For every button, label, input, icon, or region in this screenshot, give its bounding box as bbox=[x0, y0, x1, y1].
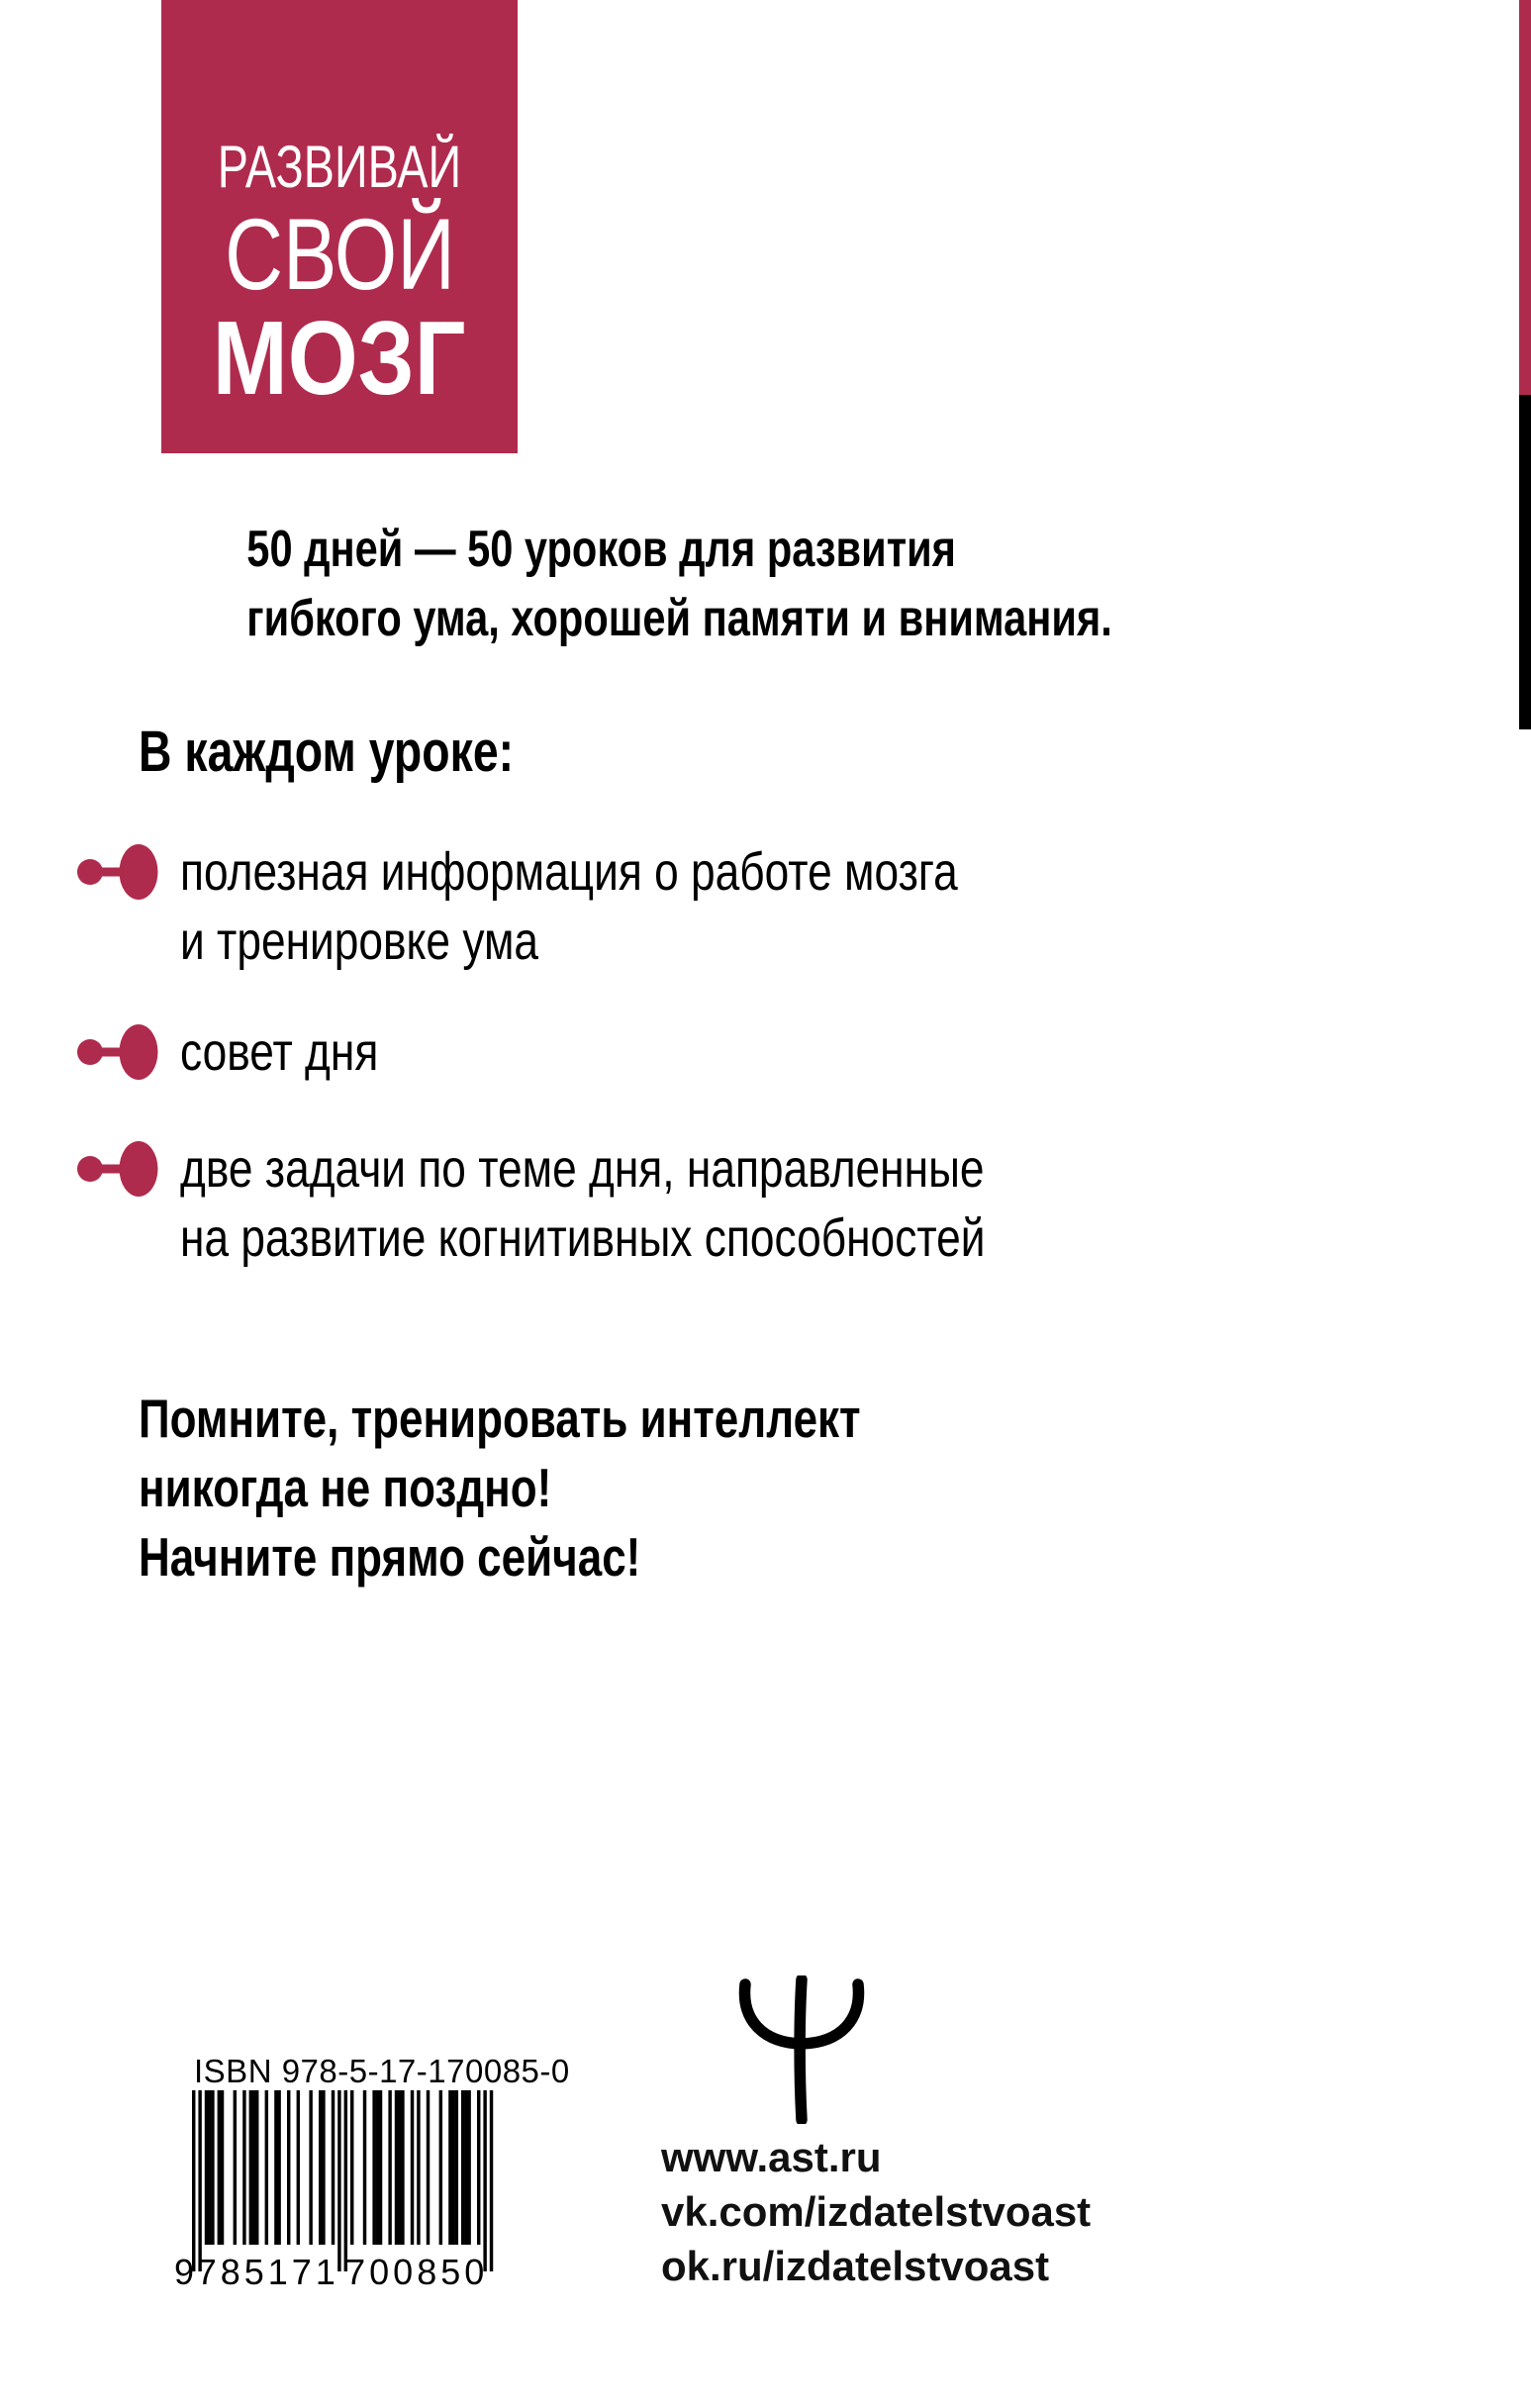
bullet-line: и тренировке ума bbox=[180, 912, 539, 971]
bullet-text bbox=[180, 1017, 378, 1087]
link-ok: ok.ru/izdatelstvoast bbox=[661, 2243, 1050, 2289]
closing-line: Помните, тренировать интеллект bbox=[139, 1388, 861, 1449]
dumbbell-icon bbox=[77, 1140, 158, 1198]
bullet-line: полезная информация о работе мозга bbox=[180, 842, 958, 902]
bullet-line: совет дня bbox=[180, 1022, 379, 1082]
bullet-item bbox=[77, 1134, 1162, 1273]
spine-strip-black bbox=[1519, 395, 1531, 729]
publisher-psi-icon bbox=[734, 1975, 869, 2124]
bullet-line: на развитие когнитивных способностей bbox=[180, 1208, 986, 1268]
headline-line: гибкого ума, хорошей памяти и внимания. bbox=[246, 590, 1112, 647]
svg-text:785171: 785171 bbox=[196, 2252, 339, 2292]
bullet-item bbox=[77, 837, 1128, 976]
dumbbell-icon bbox=[77, 843, 158, 901]
bullet-text bbox=[180, 1134, 985, 1273]
headline bbox=[246, 515, 1111, 653]
series-logo-box bbox=[161, 0, 518, 453]
headline-line: 50 дней — 50 уроков для развития bbox=[246, 521, 956, 578]
series-logo-line: РАЗВИВАЙ bbox=[217, 134, 462, 200]
svg-text:9: 9 bbox=[174, 2252, 195, 2292]
svg-text:700850: 700850 bbox=[345, 2252, 489, 2292]
bullet-line: две задачи по теме дня, направленные bbox=[180, 1139, 985, 1199]
section-heading: В каждом уроке: bbox=[139, 720, 515, 784]
closing-line: никогда не поздно! bbox=[139, 1457, 552, 1518]
link-vk: vk.com/izdatelstvoast bbox=[661, 2188, 1092, 2235]
spine-strip-red bbox=[1519, 0, 1531, 395]
link-ast: www.ast.ru bbox=[661, 2134, 882, 2180]
bullet-text bbox=[180, 837, 958, 976]
ean13-barcode bbox=[166, 2090, 503, 2293]
closing-line: Начните прямо сейчас! bbox=[139, 1526, 641, 1588]
bullet-item bbox=[77, 1017, 422, 1087]
publisher-links bbox=[661, 2130, 1091, 2293]
closing-text bbox=[139, 1384, 861, 1591]
series-logo-line: МОЗГ bbox=[213, 300, 466, 417]
series-logo-line: СВОЙ bbox=[224, 198, 455, 311]
isbn-label: ISBN 978-5-17-170085-0 bbox=[194, 2053, 570, 2089]
dumbbell-icon bbox=[77, 1023, 158, 1081]
